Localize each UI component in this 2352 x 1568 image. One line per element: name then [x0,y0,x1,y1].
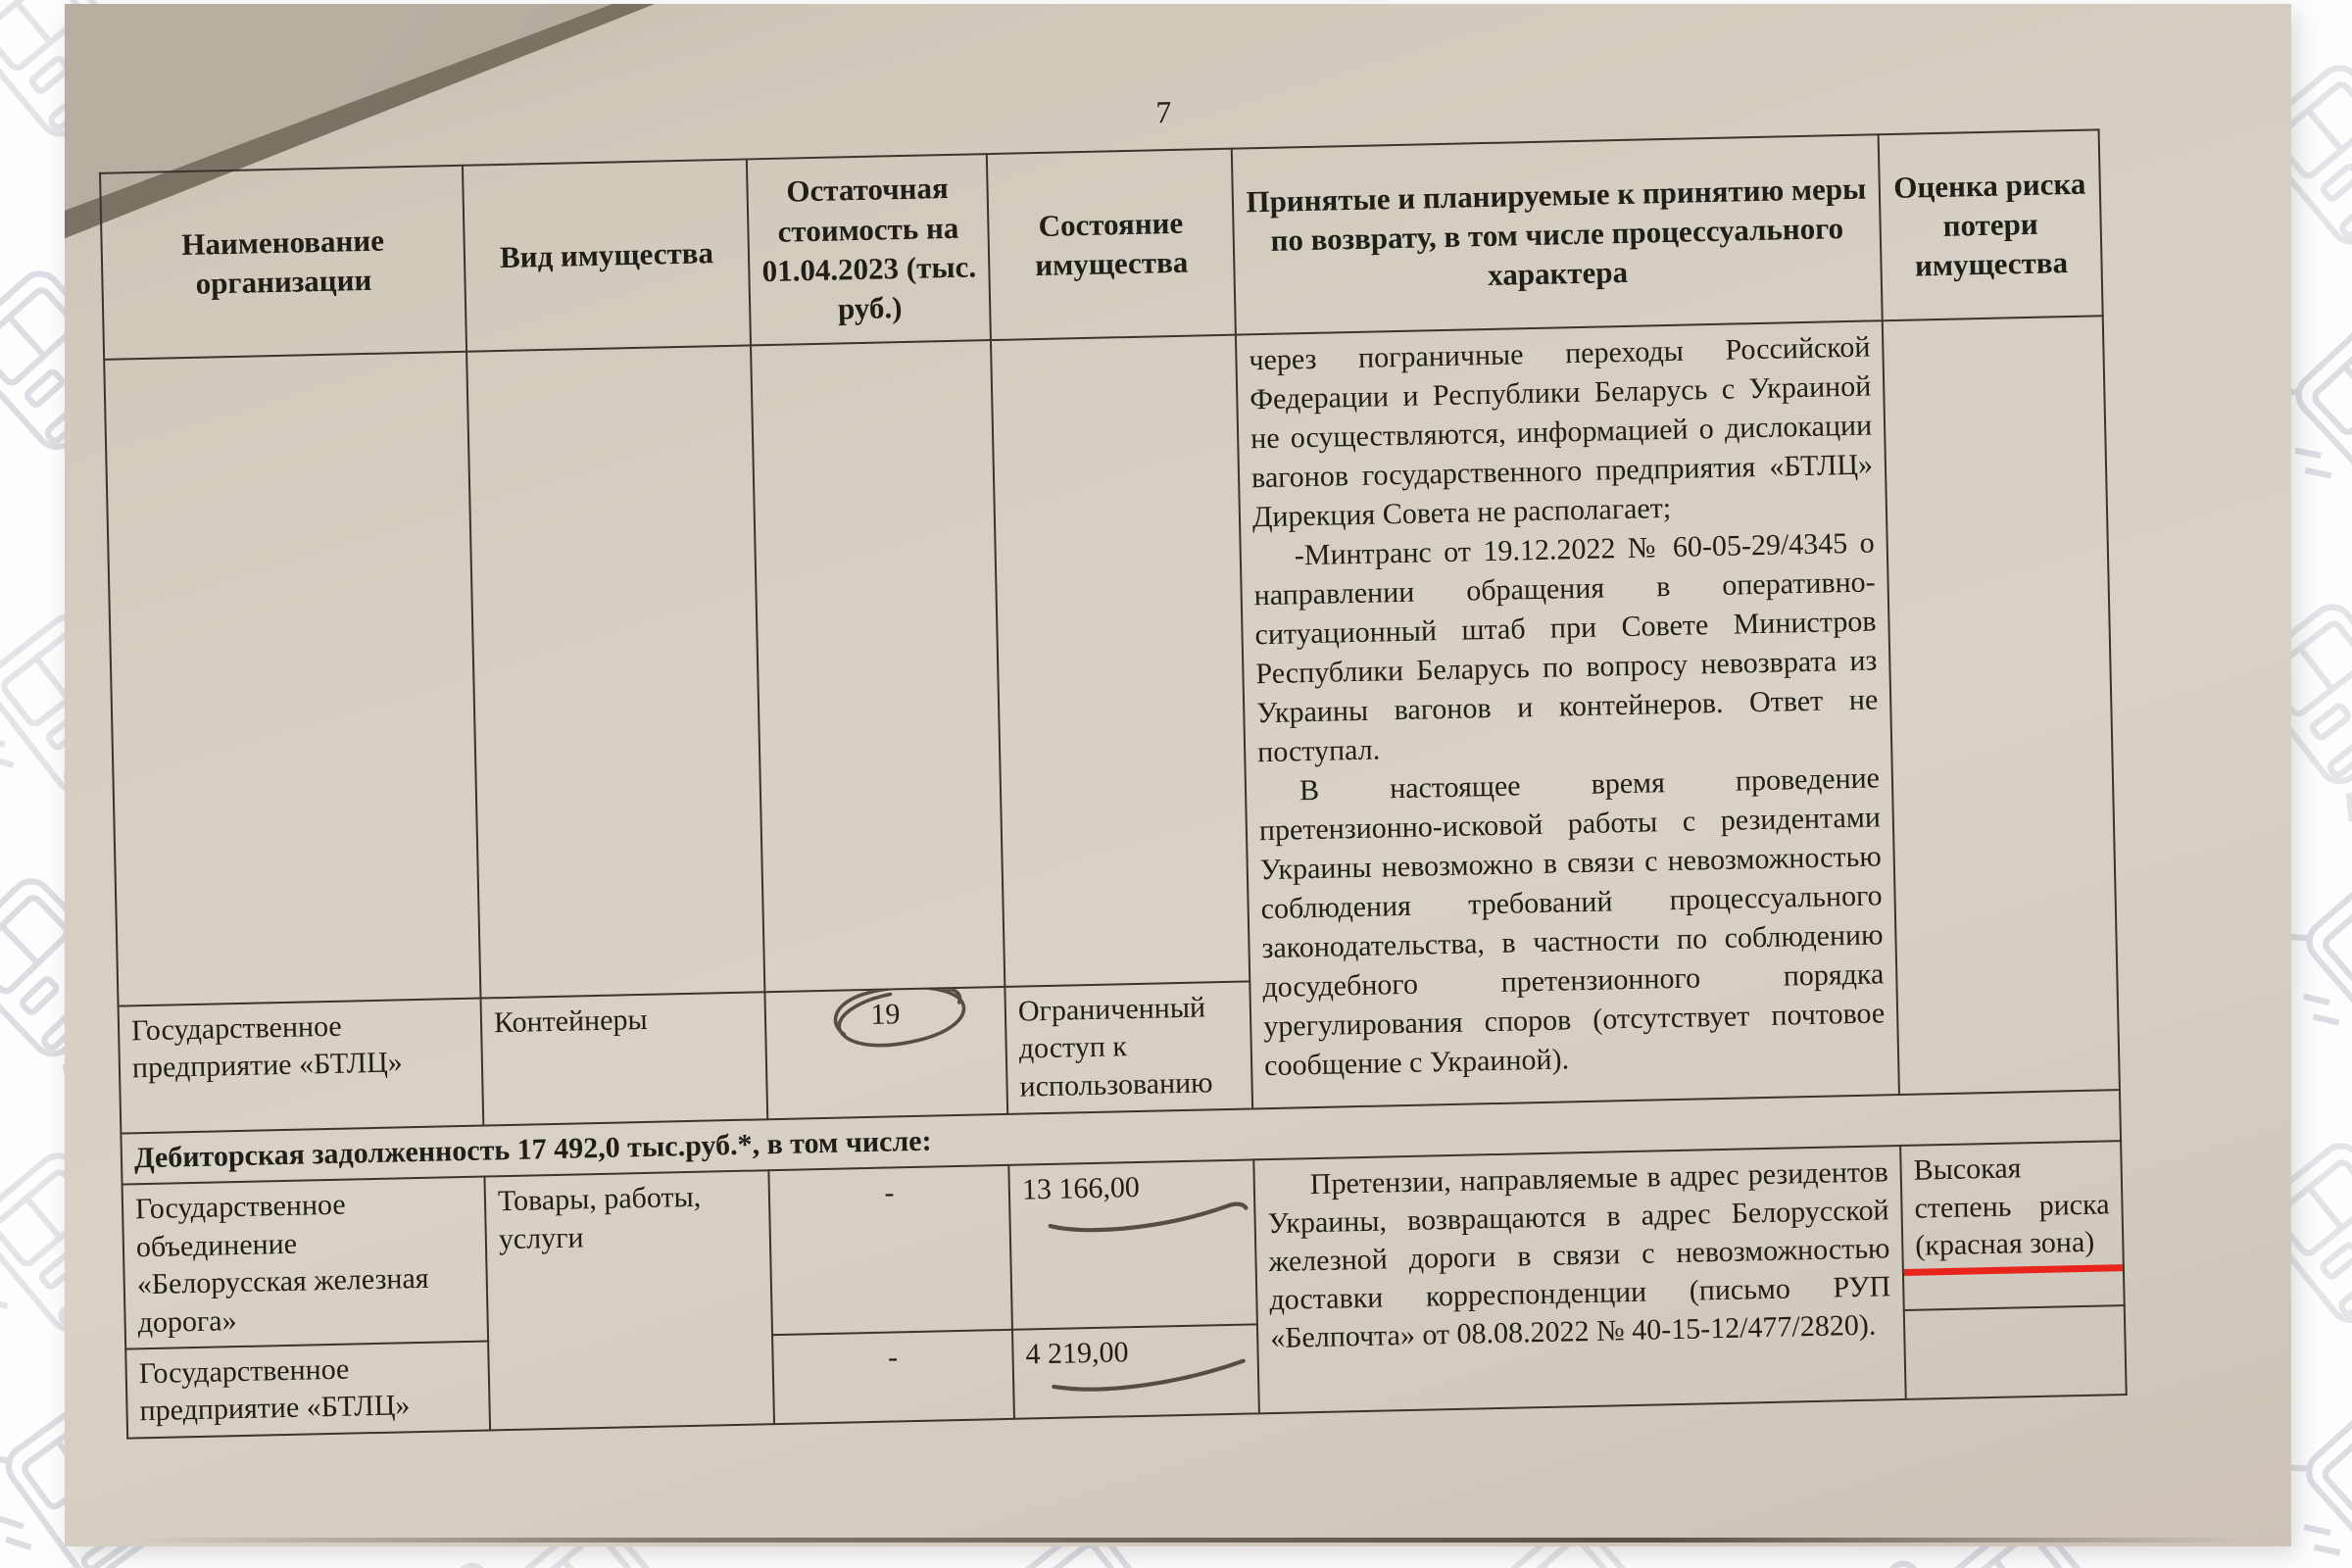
receivables-label: Дебиторская задолженность 17 492,0 тыс.руб.*, в том числе: [121,1090,2121,1185]
empty-cell [991,335,1250,987]
document-page [49,0,2309,1568]
empty-risk-cell [1904,1305,2127,1399]
residual-value-cell: - [772,1330,1014,1424]
handwritten-circle-annotation [813,987,980,1062]
paper-bottom-edge [131,1538,2246,1543]
col-header-risk: Оценка риска потери имущества [1879,129,2103,320]
property-type-cell: Контейнеры [480,992,767,1125]
empty-cell [104,352,480,1006]
amount-value: 4 219,00 [1025,1336,1129,1371]
risk-assessment-text: Высокая степень риска (красная зона) [1913,1152,2110,1262]
col-header-measures: Принятые и планируемые к принятию меры по возврату, в том числе процессуального характера [1232,134,1883,334]
org-name-cell: Государственное предприятие «БТЛЦ» [125,1341,490,1438]
property-risk-table [99,128,2128,1439]
risk-assessment-cell [1900,1141,2125,1309]
red-highlight-box [1900,1141,2125,1276]
empty-cell [751,340,1004,992]
empty-cell [466,345,764,998]
residual-value-cell [764,987,1007,1119]
residual-value: 19 [870,998,901,1031]
col-header-property-type: Вид имущества [463,159,751,351]
continuation-row [104,316,2117,1005]
col-header-organization: Наименование организации [100,166,466,360]
property-type-cell: Товары, работы, услуги [484,1171,774,1431]
claims-text-cell [1253,1146,1905,1413]
amount-cell [1008,1160,1257,1330]
handwritten-underline-annotation [1044,1197,1252,1241]
col-header-residual-value: Остаточная стоимость на 01.04.2023 (тыс. руб.) [747,154,991,345]
handwritten-underline-annotation [1048,1354,1256,1398]
amount-value: 13 166,00 [1021,1171,1141,1206]
empty-risk-cell [1883,316,2120,1095]
measures-paragraph: через пограничные переходы Российской Федерации и Республики Беларусь с Украиной не осуществляются, информацией о дислокации вагонов государственного предприятия «БТЛЦ» Дирекция Совета не располагает; [1249,330,1874,534]
condition-cell: Ограниченный доступ к использованию [1004,981,1252,1113]
col-header-condition: Состояние имущества [987,149,1236,340]
residual-value-cell: - [768,1165,1012,1335]
measures-paragraph: В настоящее время проведение претензионно-исковой работы с резидентами Украины невозможно в связи с невозможностью соблюдения требований процессуального законодательства, в частности по соблюдению досудебного претензионного порядка урегулирования споров (отсутствует почтовое сообщение с Украиной). [1258,761,1886,1083]
measures-paragraph: -Минтранс от 19.12.2022 № 60-05-29/4345 о направлении обращения в оперативно-ситуационный штаб при Совете Министров Республики Беларусь по вопросу невозврата из Украины вагонов и контейнеров. Ответ не поступал. [1253,526,1879,769]
amount-cell [1012,1324,1259,1418]
org-name-cell: Государственное объединение «Белорусская железная дорога» [122,1177,489,1349]
org-name-cell: Государственное предприятие «БТЛЦ» [119,999,484,1134]
claims-paragraph: Претензии, направляемые в адрес резидентов Украины, возвращаются в адрес Белорусской железной дороги в связи с невозможностью доставки корреспонденции (письмо РУП «Белпочта» от 08.08.2022 № 40-15-12/477/2820). [1267,1155,1891,1355]
document-photo [65,4,2291,1546]
page-number: 7 [1155,93,1173,130]
measures-text-cell [1236,320,1899,1108]
